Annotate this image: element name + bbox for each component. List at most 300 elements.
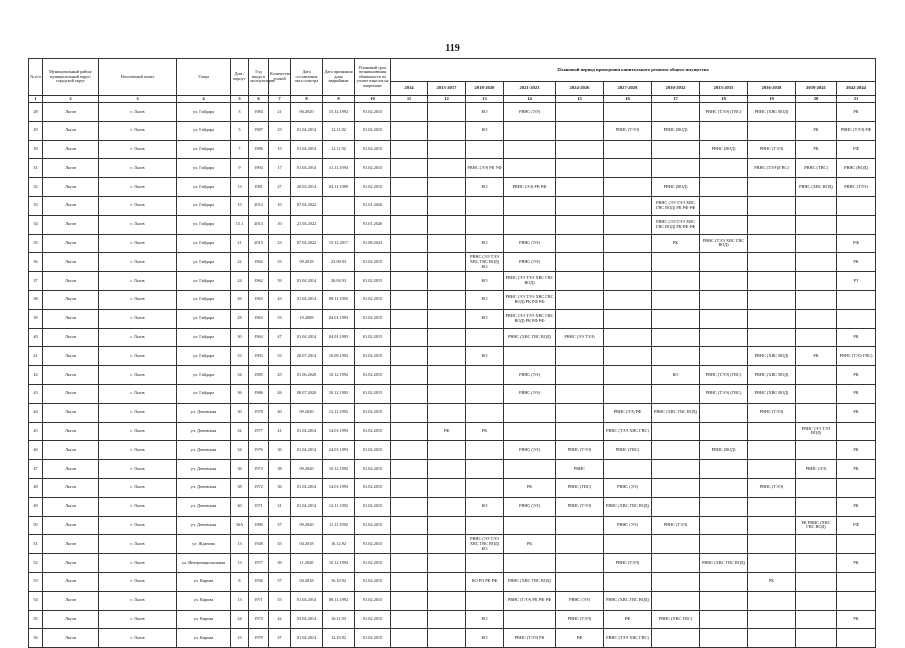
- repair-period-cell: [796, 554, 837, 573]
- street-cell: ул. Кирова: [177, 629, 231, 648]
- table-header: [29, 59, 876, 103]
- district-cell: Льгов: [43, 460, 99, 479]
- settlement-cell: г. Льгов: [99, 196, 177, 215]
- repair-period-cell: РВНС (ТЭЭ): [556, 441, 604, 460]
- repair-period-cell: [556, 403, 604, 422]
- year-built-cell: 1971: [249, 497, 269, 516]
- settlement-cell: г. Льгов: [99, 328, 177, 347]
- repair-period-cell: [428, 591, 466, 610]
- repair-period-cell: [428, 535, 466, 554]
- emergency-date-cell: 26.04.93: [323, 272, 355, 291]
- repair-period-cell: [391, 572, 428, 591]
- period-header: 2036-2038: [748, 82, 796, 96]
- repair-period-cell: [796, 196, 837, 215]
- repair-period-cell: [428, 121, 466, 140]
- settlement-cell: г. Льгов: [99, 535, 177, 554]
- repair-period-cell: РВНС (ГВС): [556, 478, 604, 497]
- district-cell: Льгов: [43, 178, 99, 197]
- repair-period-cell: [466, 591, 504, 610]
- table-row: [29, 572, 876, 591]
- district-cell: Льгов: [43, 328, 99, 347]
- row-number: 56: [29, 629, 43, 648]
- deadline-cell: 01.02.2015: [355, 140, 391, 159]
- settlement-cell: г. Льгов: [99, 460, 177, 479]
- floors-cell: 37: [269, 629, 291, 648]
- year-built-cell: 1962: [249, 272, 269, 291]
- settlement-cell: г. Льгов: [99, 178, 177, 197]
- column-number: 16: [604, 96, 652, 103]
- repair-period-cell: РВНС (ЭЭ): [504, 441, 556, 460]
- survey-date-cell: 01.04.2014: [291, 159, 323, 178]
- repair-period-cell: РВНС (ТЭЭ): [604, 121, 652, 140]
- floors-cell: 36: [269, 478, 291, 497]
- district-cell: Льгов: [43, 384, 99, 403]
- repair-period-cell: [700, 497, 748, 516]
- period-header: 2030-2032: [652, 82, 700, 96]
- deadline-cell: 01.02.2015: [355, 554, 391, 573]
- repair-period-cell: [604, 384, 652, 403]
- repair-period-cell: [652, 535, 700, 554]
- column-number: 11: [391, 96, 428, 103]
- repair-period-cell: [700, 610, 748, 629]
- repair-period-cell: [796, 328, 837, 347]
- house-cell: 24: [231, 272, 249, 291]
- survey-date-cell: 01.04.2014: [291, 272, 323, 291]
- repair-period-cell: РВНС (ЭЭ ТЭЭ ХВС ГВС ВОД): [504, 272, 556, 291]
- repair-period-cell: [700, 460, 748, 479]
- table-row: [29, 290, 876, 309]
- repair-period-cell: [700, 272, 748, 291]
- repair-period-cell: [604, 159, 652, 178]
- repair-period-cell: РВНС (ЭЭ ТЭЭ ХВС ГВС ВОД) КО: [466, 253, 504, 272]
- repair-period-cell: [556, 516, 604, 535]
- repair-period-cell: [556, 572, 604, 591]
- repair-period-cell: [652, 591, 700, 610]
- repair-period-cell: РК: [796, 140, 837, 159]
- table-row: [29, 215, 876, 234]
- row-number: 55: [29, 610, 43, 629]
- repair-period-cell: [748, 441, 796, 460]
- district-cell: Льгов: [43, 403, 99, 422]
- repair-period-cell: РВНС (ВОД): [652, 178, 700, 197]
- repair-period-cell: РВНС (ЭЭ ТЭЭ ХВС ГВС ВОД) КО: [466, 535, 504, 554]
- repair-period-cell: [428, 572, 466, 591]
- row-number: 50: [29, 516, 43, 535]
- district-cell: Льгов: [43, 478, 99, 497]
- table-row: [29, 441, 876, 460]
- survey-date-cell: 19.2008: [291, 309, 323, 328]
- column-number: 7: [269, 96, 291, 103]
- table-row: [29, 196, 876, 215]
- settlement-cell: г. Льгов: [99, 272, 177, 291]
- repair-period-cell: РК: [652, 234, 700, 253]
- column-number: 14: [504, 96, 556, 103]
- repair-period-cell: РТ: [837, 272, 876, 291]
- repair-period-cell: [748, 309, 796, 328]
- house-cell: 9: [231, 159, 249, 178]
- column-number: 3: [99, 96, 177, 103]
- repair-period-cell: РВНС (ХВС ГВС ВОД): [604, 591, 652, 610]
- floors-cell: 38: [269, 460, 291, 479]
- deadline-cell: 01.02.2015: [355, 384, 391, 403]
- repair-period-cell: [391, 460, 428, 479]
- floors-cell: 23: [269, 234, 291, 253]
- row-number: 46: [29, 441, 43, 460]
- repair-period-cell: РК: [504, 478, 556, 497]
- emergency-date-cell: 04.01.1993: [323, 328, 355, 347]
- table-row: [29, 178, 876, 197]
- repair-period-cell: [796, 253, 837, 272]
- row-number: 38: [29, 290, 43, 309]
- settlement-cell: г. Льгов: [99, 591, 177, 610]
- repair-period-cell: РВНС (ТЭЭ) (ГВС): [700, 366, 748, 385]
- repair-period-cell: [466, 196, 504, 215]
- emergency-date-cell: 08.11.1992: [323, 290, 355, 309]
- repair-period-cell: РК: [837, 610, 876, 629]
- repair-period-cell: [556, 347, 604, 366]
- repair-period-cell: [428, 366, 466, 385]
- repair-period-cell: [391, 234, 428, 253]
- emergency-date-cell: 12.11.92: [323, 140, 355, 159]
- year-built-cell: 1936: [249, 572, 269, 591]
- street-cell: ул. Гайдара: [177, 121, 231, 140]
- floors-cell: 36: [269, 441, 291, 460]
- repair-period-cell: [652, 422, 700, 441]
- row-number: 35: [29, 234, 43, 253]
- repair-period-cell: [748, 497, 796, 516]
- street-cell: ул. Деповская: [177, 516, 231, 535]
- repair-period-cell: [837, 290, 876, 309]
- deadline-cell: 01.02.2015: [355, 516, 391, 535]
- repair-period-cell: РВНС (ЭЭ): [504, 366, 556, 385]
- street-cell: ул. Деповская: [177, 478, 231, 497]
- repair-period-cell: [652, 478, 700, 497]
- repair-period-cell: [652, 328, 700, 347]
- repair-period-cell: КО: [466, 347, 504, 366]
- district-cell: Льгов: [43, 347, 99, 366]
- column-number: 20: [796, 96, 837, 103]
- street-cell: ул. Гайдара: [177, 215, 231, 234]
- repair-period-cell: [748, 535, 796, 554]
- repair-period-cell: [837, 591, 876, 610]
- table-row: [29, 535, 876, 554]
- settlement-cell: г. Льгов: [99, 159, 177, 178]
- district-cell: Льгов: [43, 234, 99, 253]
- house-cell: 15: [231, 629, 249, 648]
- repair-period-cell: КО: [466, 629, 504, 648]
- repair-period-cell: [652, 272, 700, 291]
- repair-period-cell: [700, 196, 748, 215]
- deadline-cell: 01.02.2015: [355, 572, 391, 591]
- settlement-cell: г. Льгов: [99, 121, 177, 140]
- column-number: 6: [249, 96, 269, 103]
- repair-period-cell: РВНС (ХВС ГВС ВОД): [504, 572, 556, 591]
- repair-period-cell: РВНС (ТЭЭ): [748, 403, 796, 422]
- year-built-cell: 1964: [249, 328, 269, 347]
- repair-period-cell: [604, 328, 652, 347]
- repair-period-cell: РФ: [837, 234, 876, 253]
- street-cell: ул. Деповская: [177, 460, 231, 479]
- repair-period-cell: [391, 591, 428, 610]
- repair-period-cell: [391, 535, 428, 554]
- column-number: 2: [43, 96, 99, 103]
- repair-period-cell: РК: [796, 121, 837, 140]
- floors-cell: 39: [269, 554, 291, 573]
- repair-period-cell: [748, 290, 796, 309]
- street-cell: ул. Гайдара: [177, 384, 231, 403]
- repair-period-cell: [466, 441, 504, 460]
- repair-period-cell: [428, 516, 466, 535]
- table-row: [29, 554, 876, 573]
- repair-period-cell: [391, 253, 428, 272]
- deadline-cell: 01.02.2015: [355, 347, 391, 366]
- repair-period-cell: РК: [837, 384, 876, 403]
- column-number: 5: [231, 96, 249, 103]
- repair-period-cell: [796, 403, 837, 422]
- district-cell: Льгов: [43, 554, 99, 573]
- repair-period-cell: [748, 629, 796, 648]
- repair-period-cell: РВНС (ХВС ГВС): [652, 610, 700, 629]
- repair-period-cell: [652, 554, 700, 573]
- district-cell: Льгов: [43, 422, 99, 441]
- repair-period-cell: РВНС: [556, 460, 604, 479]
- repair-period-cell: [428, 478, 466, 497]
- repair-period-cell: РК: [837, 103, 876, 122]
- repair-period-cell: [748, 554, 796, 573]
- house-cell: 26: [231, 290, 249, 309]
- repair-period-cell: [796, 478, 837, 497]
- row-number: 32: [29, 178, 43, 197]
- repair-period-cell: РВНС (ЭЭ): [504, 384, 556, 403]
- repair-period-cell: РК: [837, 366, 876, 385]
- district-cell: Льгов: [43, 272, 99, 291]
- floors-cell: 41: [269, 422, 291, 441]
- column-number: 15: [556, 96, 604, 103]
- repair-period-cell: РВНС (ЭЭ): [504, 234, 556, 253]
- row-number: 51: [29, 535, 43, 554]
- repair-period-cell: [700, 535, 748, 554]
- survey-date-cell: 06.2020: [291, 103, 323, 122]
- floors-cell: 21: [269, 103, 291, 122]
- district-cell: Льгов: [43, 159, 99, 178]
- repair-period-cell: [428, 234, 466, 253]
- district-cell: Льгов: [43, 140, 99, 159]
- district-cell: Льгов: [43, 366, 99, 385]
- repair-period-cell: [391, 478, 428, 497]
- repair-period-cell: [604, 366, 652, 385]
- emergency-date-cell: 23.08.93: [323, 253, 355, 272]
- emergency-date-cell: 12.11.92: [323, 121, 355, 140]
- year-built-cell: 1986: [249, 140, 269, 159]
- street-cell: ул. Интернациональная: [177, 554, 231, 573]
- repair-period-cell: [556, 535, 604, 554]
- repair-period-cell: [604, 572, 652, 591]
- house-cell: 13: [231, 591, 249, 610]
- deadline-cell: 01.02.2015: [355, 441, 391, 460]
- repair-period-cell: [391, 290, 428, 309]
- repair-period-cell: [504, 516, 556, 535]
- deadline-cell: 01.02.2015: [355, 497, 391, 516]
- floors-cell: 55: [269, 253, 291, 272]
- emergency-date-cell: 10.12.1992: [323, 384, 355, 403]
- row-number: 49: [29, 497, 43, 516]
- repair-period-cell: [466, 554, 504, 573]
- repair-period-cell: [504, 554, 556, 573]
- row-number: 36: [29, 253, 43, 272]
- year-built-cell: 1973: [249, 460, 269, 479]
- repair-period-cell: [391, 309, 428, 328]
- street-cell: ул. Гайдара: [177, 272, 231, 291]
- repair-period-cell: [428, 309, 466, 328]
- repair-period-cell: [556, 309, 604, 328]
- repair-period-cell: РК: [837, 441, 876, 460]
- repair-period-cell: [652, 309, 700, 328]
- repair-period-cell: [556, 554, 604, 573]
- repair-period-cell: [391, 328, 428, 347]
- deadline-cell: 01.02.2015: [355, 159, 391, 178]
- repair-period-cell: [391, 215, 428, 234]
- repair-period-cell: [428, 441, 466, 460]
- emergency-date-cell: 16.12.92: [323, 535, 355, 554]
- repair-period-cell: [504, 422, 556, 441]
- repair-period-cell: РВНС (ТЭЭ): [556, 497, 604, 516]
- repair-period-cell: [700, 178, 748, 197]
- repair-period-cell: РВНС (ТЭЭ ХВС ГВС ВОД): [700, 234, 748, 253]
- repair-period-cell: РВНС (ХВС ВОД): [748, 347, 796, 366]
- settlement-cell: г. Льгов: [99, 478, 177, 497]
- house-cell: 30: [231, 328, 249, 347]
- floors-cell: 53: [269, 347, 291, 366]
- repair-period-cell: [504, 610, 556, 629]
- street-cell: ул. Гайдара: [177, 328, 231, 347]
- column-number: 19: [748, 96, 796, 103]
- house-cell: 13: [231, 535, 249, 554]
- deadline-cell: 01.02.2015: [355, 178, 391, 197]
- repair-period-cell: [428, 460, 466, 479]
- year-built-cell: 1972: [249, 478, 269, 497]
- repair-period-cell: [604, 535, 652, 554]
- repair-period-cell: [556, 290, 604, 309]
- repair-period-cell: [837, 572, 876, 591]
- header-plan-title: Плановый период проведения капитального ремонта общего имущества: [391, 59, 876, 82]
- repair-period-cell: [556, 366, 604, 385]
- repair-period-cell: [652, 384, 700, 403]
- survey-date-cell: 01.04.2014: [291, 140, 323, 159]
- repair-period-cell: [796, 591, 837, 610]
- repair-period-cell: РВНС (ЭЭ): [604, 516, 652, 535]
- survey-date-cell: 21.04.2022: [291, 215, 323, 234]
- settlement-cell: г. Льгов: [99, 497, 177, 516]
- repair-period-cell: [652, 290, 700, 309]
- row-number: 41: [29, 347, 43, 366]
- row-number: 37: [29, 272, 43, 291]
- repair-period-cell: РВНС (ТЭЭ): [604, 554, 652, 573]
- repair-period-cell: [700, 347, 748, 366]
- repair-period-cell: [748, 178, 796, 197]
- repair-period-cell: РВНС (ЭЭ): [604, 478, 652, 497]
- repair-period-cell: [796, 309, 837, 328]
- repair-period-cell: [604, 460, 652, 479]
- repair-period-cell: [391, 384, 428, 403]
- repair-period-cell: РВНС (ЭЭ ТЭЭ ХВС ГВС ВОД) РК РФ РФ: [652, 215, 700, 234]
- repair-period-cell: [700, 422, 748, 441]
- repair-period-cell: [466, 384, 504, 403]
- street-cell: ул. Гайдара: [177, 347, 231, 366]
- repair-period-cell: [748, 516, 796, 535]
- district-cell: Льгов: [43, 441, 99, 460]
- table-row: [29, 272, 876, 291]
- repair-period-cell: [428, 328, 466, 347]
- floors-cell: 57: [269, 572, 291, 591]
- row-number: 34: [29, 215, 43, 234]
- header-year-built: Год ввода в эксплуатацию: [249, 59, 269, 96]
- repair-period-cell: [604, 103, 652, 122]
- house-cell: 36А: [231, 516, 249, 535]
- repair-period-cell: [504, 215, 556, 234]
- repair-period-cell: [466, 366, 504, 385]
- emergency-date-cell: 10.09.1992: [323, 347, 355, 366]
- repair-period-cell: [796, 103, 837, 122]
- settlement-cell: г. Льгов: [99, 610, 177, 629]
- street-cell: ул. Гайдара: [177, 196, 231, 215]
- repair-period-cell: [466, 403, 504, 422]
- house-cell: 28: [231, 309, 249, 328]
- house-cell: 36: [231, 384, 249, 403]
- district-cell: Льгов: [43, 121, 99, 140]
- repair-period-cell: [604, 140, 652, 159]
- repair-period-cell: [504, 159, 556, 178]
- emergency-date-cell: 16.11.93: [323, 610, 355, 629]
- settlement-cell: г. Льгов: [99, 215, 177, 234]
- repair-period-cell: РВНС (ЭЭ) РФ: [604, 403, 652, 422]
- repair-period-cell: [428, 629, 466, 648]
- repair-period-cell: КО: [466, 103, 504, 122]
- repair-period-cell: РВНС (ХВС ВОД): [748, 366, 796, 385]
- repair-period-cell: КО: [466, 309, 504, 328]
- deadline-cell: 01.02.2015: [355, 535, 391, 554]
- floors-cell: 31: [269, 497, 291, 516]
- deadline-cell: 01.02.2015: [355, 478, 391, 497]
- repair-period-cell: [556, 103, 604, 122]
- floors-cell: 27: [269, 178, 291, 197]
- period-header: 2018-2020: [466, 82, 504, 96]
- repair-period-cell: [652, 253, 700, 272]
- header-settlement: Населенный пункт: [99, 59, 177, 96]
- deadline-cell: 01.02.2015: [355, 309, 391, 328]
- house-cell: 40: [231, 497, 249, 516]
- year-built-cell: 1978: [249, 403, 269, 422]
- repair-period-cell: [700, 516, 748, 535]
- emergency-date-cell: 12.10.92: [323, 629, 355, 648]
- period-header: 2021-2023: [504, 82, 556, 96]
- repair-period-cell: [504, 140, 556, 159]
- repair-period-cell: [504, 121, 556, 140]
- repair-period-cell: [466, 478, 504, 497]
- survey-date-cell: 04.2018: [291, 572, 323, 591]
- survey-date-cell: 20.03.2014: [291, 178, 323, 197]
- repair-period-cell: РК: [837, 403, 876, 422]
- district-cell: Льгов: [43, 591, 99, 610]
- header-district: Муниципальный район/ муниципальный округ/городской округ: [43, 59, 99, 96]
- survey-date-cell: 01.04.2014: [291, 478, 323, 497]
- survey-date-cell: 01.06.2020: [291, 366, 323, 385]
- repair-period-cell: [428, 196, 466, 215]
- house-cell: 13: [231, 554, 249, 573]
- emergency-date-cell: 14.01.1993: [323, 422, 355, 441]
- street-cell: ул. Гайдара: [177, 103, 231, 122]
- survey-date-cell: 01.04.2014: [291, 121, 323, 140]
- repair-period-cell: [700, 328, 748, 347]
